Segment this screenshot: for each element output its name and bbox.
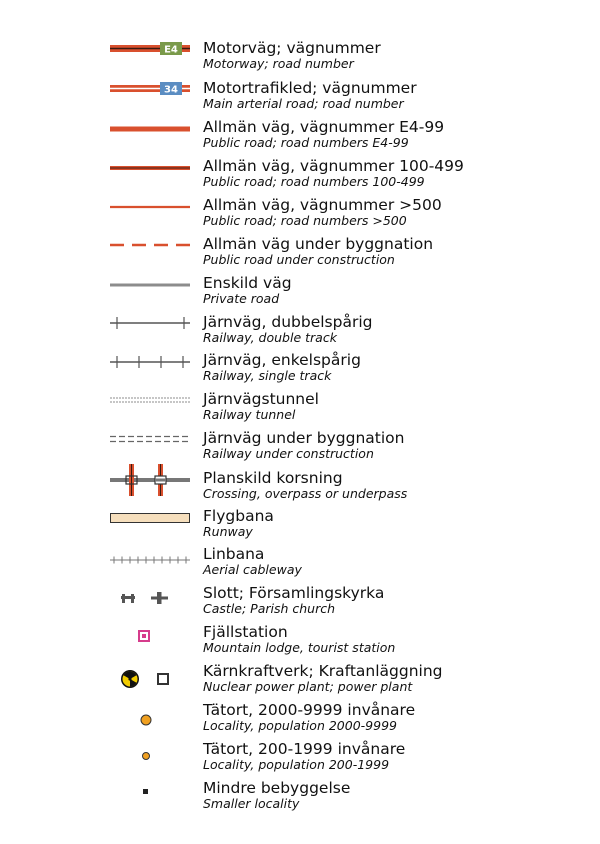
- legend-item-runway: [0, 508, 600, 546]
- legend-item-public-road-100: [0, 158, 600, 196]
- legend-item-road-construction: [0, 236, 600, 274]
- private-road-symbol: [100, 275, 200, 309]
- power-plant-symbol: [100, 663, 200, 697]
- legend-item-public-road-500: [0, 197, 600, 235]
- legend-item-railway-single: [0, 352, 600, 390]
- legend-item-arterial: [0, 80, 600, 118]
- castle-icon: [121, 594, 135, 603]
- road-construction-symbol: [100, 236, 200, 270]
- legend-label-sv: Flygbana: [203, 507, 274, 525]
- locality-small-symbol: [100, 741, 200, 775]
- legend-label-sv: Allmän väg, vägnummer >500: [203, 196, 442, 214]
- legend-label-en: Main arterial road; road number: [203, 96, 404, 111]
- legend-label-sv: Kärnkraftverk; Kraftanläggning: [203, 662, 443, 680]
- legend-item-locality-small: [0, 741, 600, 779]
- locality-large-symbol: [100, 702, 200, 736]
- crossing-symbol: [100, 462, 200, 496]
- public-road-e4-symbol: [100, 119, 200, 153]
- legend-label-sv: Järnväg, enkelspårig: [203, 351, 361, 369]
- legend-label-sv: Allmän väg, vägnummer 100-499: [203, 157, 464, 175]
- mountain-lodge-symbol: [100, 624, 200, 658]
- arterial-symbol: [100, 80, 200, 114]
- legend-label-sv: Järnvägstunnel: [203, 390, 319, 408]
- legend-label-en: Castle; Parish church: [203, 601, 336, 616]
- legend-label-en: Public road; road numbers E4-99: [203, 135, 409, 150]
- legend-label-en: Nuclear power plant; power plant: [203, 679, 413, 694]
- runway-symbol: [100, 508, 200, 542]
- smaller-locality-symbol: [100, 780, 200, 814]
- legend-label-sv: Slott; Församlingskyrka: [203, 584, 385, 602]
- legend-label-en: Crossing, overpass or underpass: [203, 486, 408, 501]
- legend-label-en: Railway, single track: [203, 368, 332, 383]
- legend-label-en: Private road: [203, 291, 280, 306]
- legend-label-sv: Enskild väg: [203, 274, 292, 292]
- legend-item-motorway: [0, 40, 600, 78]
- church-icon: [151, 592, 168, 604]
- legend-label-sv: Järnväg under byggnation: [203, 429, 405, 447]
- legend-item-railway-tunnel: [0, 391, 600, 429]
- legend-label-sv: Tätort, 2000-9999 invånare: [203, 701, 416, 719]
- legend-label-sv: Tätort, 200-1999 invånare: [203, 740, 406, 758]
- legend-label-en: Public road; road numbers >500: [203, 213, 407, 228]
- road-badge-34: 34: [164, 84, 178, 96]
- legend-label-en: Public road under construction: [203, 252, 395, 267]
- legend-label-en: Locality, population 200-1999: [203, 757, 390, 772]
- legend-label-en: Locality, population 2000-9999: [203, 718, 397, 733]
- legend-label-sv: Linbana: [203, 545, 265, 563]
- legend-item-smaller-locality: [0, 780, 600, 818]
- legend-item-power-plant: [0, 663, 600, 701]
- legend-label-en: Railway, double track: [203, 330, 337, 345]
- legend-label-sv: Allmän väg under byggnation: [203, 235, 434, 253]
- castle-church-symbol: [100, 585, 200, 619]
- public-road-500-symbol: [100, 197, 200, 231]
- legend-item-locality-large: [0, 702, 600, 740]
- railway-single-symbol: [100, 352, 200, 386]
- legend-label-en: Motorway; road number: [203, 56, 354, 71]
- nuclear-icon: [121, 670, 139, 688]
- legend-item-crossing: [0, 462, 600, 500]
- legend-label-en: Smaller locality: [203, 796, 300, 811]
- railway-tunnel-symbol: [100, 391, 200, 425]
- legend-label-sv: Fjällstation: [203, 623, 288, 641]
- legend-label-en: Railway tunnel: [203, 407, 296, 422]
- legend-label-sv: Allmän väg, vägnummer E4-99: [203, 118, 445, 136]
- legend-item-railway-double: [0, 314, 600, 352]
- legend-label-sv: Järnväg, dubbelspårig: [203, 313, 373, 331]
- legend-label-en: Mountain lodge, tourist station: [203, 640, 396, 655]
- public-road-100-symbol: [100, 158, 200, 192]
- legend-item-cableway: [0, 546, 600, 584]
- railway-construction-symbol: [100, 430, 200, 464]
- legend-label-en: Aerial cableway: [203, 562, 302, 577]
- legend-label-sv: Mindre bebyggelse: [203, 779, 351, 797]
- motorway-symbol: [100, 40, 200, 74]
- legend-item-public-road-e4: [0, 119, 600, 157]
- cableway-symbol: [100, 546, 200, 580]
- legend-label-sv: Motortrafikled; vägnummer: [203, 79, 417, 97]
- legend-label-en: Public road; road numbers 100-499: [203, 174, 425, 189]
- legend-item-castle-church: [0, 585, 600, 623]
- legend-item-private-road: [0, 275, 600, 313]
- legend-label-sv: Planskild korsning: [203, 469, 343, 487]
- road-badge-e4: E4: [164, 44, 178, 56]
- mountain-lodge-icon: [139, 631, 149, 641]
- legend-label-sv: Motorväg; vägnummer: [203, 39, 381, 57]
- legend-item-mountain-lodge: [0, 624, 600, 662]
- legend-label-en: Runway: [203, 524, 253, 539]
- legend-label-en: Railway under construction: [203, 446, 374, 461]
- railway-double-symbol: [100, 314, 200, 348]
- power-plant-icon: [158, 674, 168, 684]
